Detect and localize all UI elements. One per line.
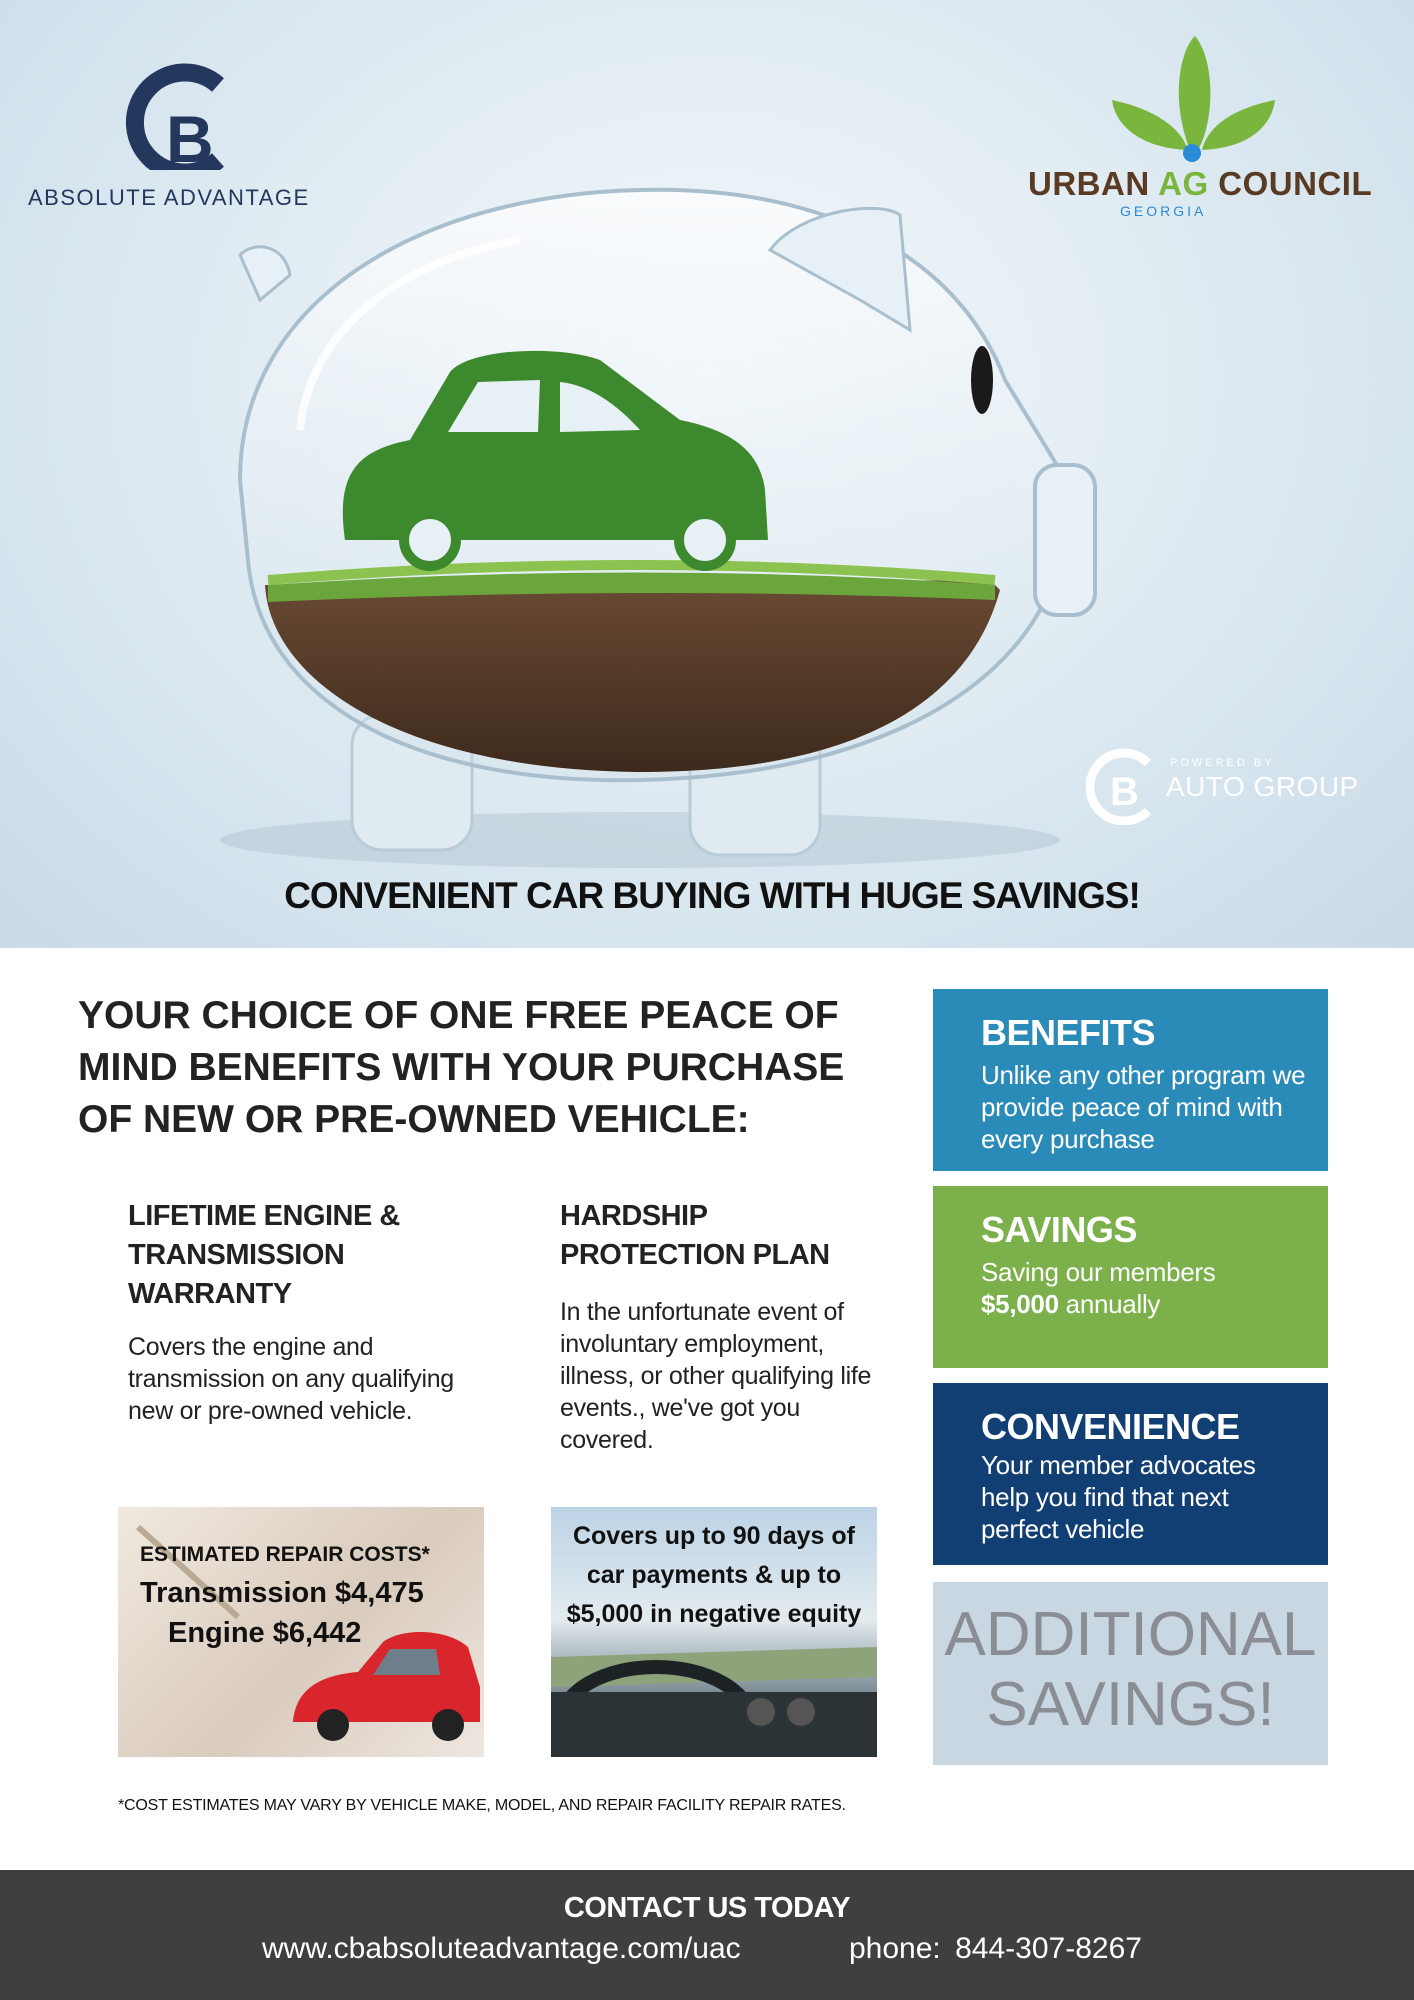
- website-link[interactable]: www.cbabsoluteadvantage.com/uac: [262, 1932, 741, 1965]
- page-headline: YOUR CHOICE OF ONE FREE PEACE OF MIND BENEFITS WITH YOUR PURCHASE OF NEW OR PRE-OWNED VEHICLE:: [78, 994, 845, 1141]
- phone-number[interactable]: 844-307-8267: [955, 1932, 1142, 1965]
- cb-auto-group-icon: [1086, 745, 1166, 825]
- cb-absolute-advantage-logo: [28, 40, 328, 215]
- svg-text:B: B: [1110, 770, 1139, 814]
- savings-body: [981, 1256, 1308, 1320]
- auto-group-small: POWERED BY: [1170, 757, 1275, 769]
- additional-savings-line2: SAVINGS!: [986, 1670, 1275, 1739]
- engine-cost: Engine $6,442: [168, 1617, 362, 1649]
- repair-costs-photo: [118, 1507, 484, 1757]
- savings-amount: $5,000: [981, 1289, 1059, 1319]
- phone-label: phone:: [849, 1932, 941, 1965]
- convenience-body: Your member advocates help you find that next perfect vehicle: [981, 1450, 1256, 1544]
- savings-body-post: annually: [1065, 1289, 1161, 1319]
- benefits-title: BENEFITS: [981, 1012, 1156, 1053]
- card-hardship-title: HARDSHIP PROTECTION PLAN: [560, 1200, 830, 1271]
- benefits-body: Unlike any other program we provide peace of mind with every purchase: [981, 1060, 1306, 1154]
- uac-logo-subtitle: GEORGIA: [1120, 203, 1207, 219]
- contact-heading: CONTACT US TODAY: [563, 1892, 851, 1924]
- card-hardship-body: In the unfortunate event of involuntary employment, illness, or other qualifying life events., we've got you covered.: [560, 1298, 872, 1454]
- additional-savings-box: [933, 1582, 1328, 1765]
- leaf-icon: [1020, 30, 1390, 170]
- hardship-photo: [551, 1507, 877, 1757]
- savings-body-pre: Saving our members: [981, 1257, 1216, 1287]
- benefits-box: [933, 989, 1328, 1171]
- repair-costs-label: ESTIMATED REPAIR COSTS*: [140, 1543, 430, 1566]
- urban-ag-council-logo: [1020, 30, 1390, 230]
- hero-title: CONVENIENT CAR BUYING WITH HUGE SAVINGS!: [284, 875, 1140, 916]
- savings-box: [933, 1186, 1328, 1368]
- hardship-photo-text: Covers up to 90 days of car payments & up to $5,000 in negative equity: [566, 1522, 862, 1628]
- cost-disclaimer: *COST ESTIMATES MAY VARY BY VEHICLE MAKE, MODEL, AND REPAIR FACILITY REPAIR RATES.: [118, 1797, 846, 1814]
- phone-contact[interactable]: [849, 1932, 1142, 1966]
- card-warranty-body: Covers the engine and transmission on any qualifying new or pre-owned vehicle.: [128, 1333, 454, 1425]
- transmission-cost: Transmission $4,475: [140, 1577, 424, 1609]
- cb-logo-icon: [28, 40, 328, 170]
- cb-auto-group-logo: [1086, 745, 1386, 835]
- hero-banner: [0, 0, 1414, 948]
- auto-group-text: AUTO GROUP: [1166, 771, 1359, 802]
- convenience-box: [933, 1383, 1328, 1565]
- svg-text:B: B: [166, 102, 214, 170]
- savings-title: SAVINGS: [981, 1209, 1137, 1250]
- additional-savings-line1: ADDITIONAL: [944, 1600, 1317, 1669]
- cb-logo-text: ABSOLUTE ADVANTAGE: [28, 185, 310, 210]
- uac-logo-title: URBAN AG COUNCIL: [1028, 165, 1373, 202]
- card-warranty-title: LIFETIME ENGINE & TRANSMISSION WARRANTY: [128, 1200, 400, 1310]
- convenience-title: CONVENIENCE: [981, 1406, 1240, 1447]
